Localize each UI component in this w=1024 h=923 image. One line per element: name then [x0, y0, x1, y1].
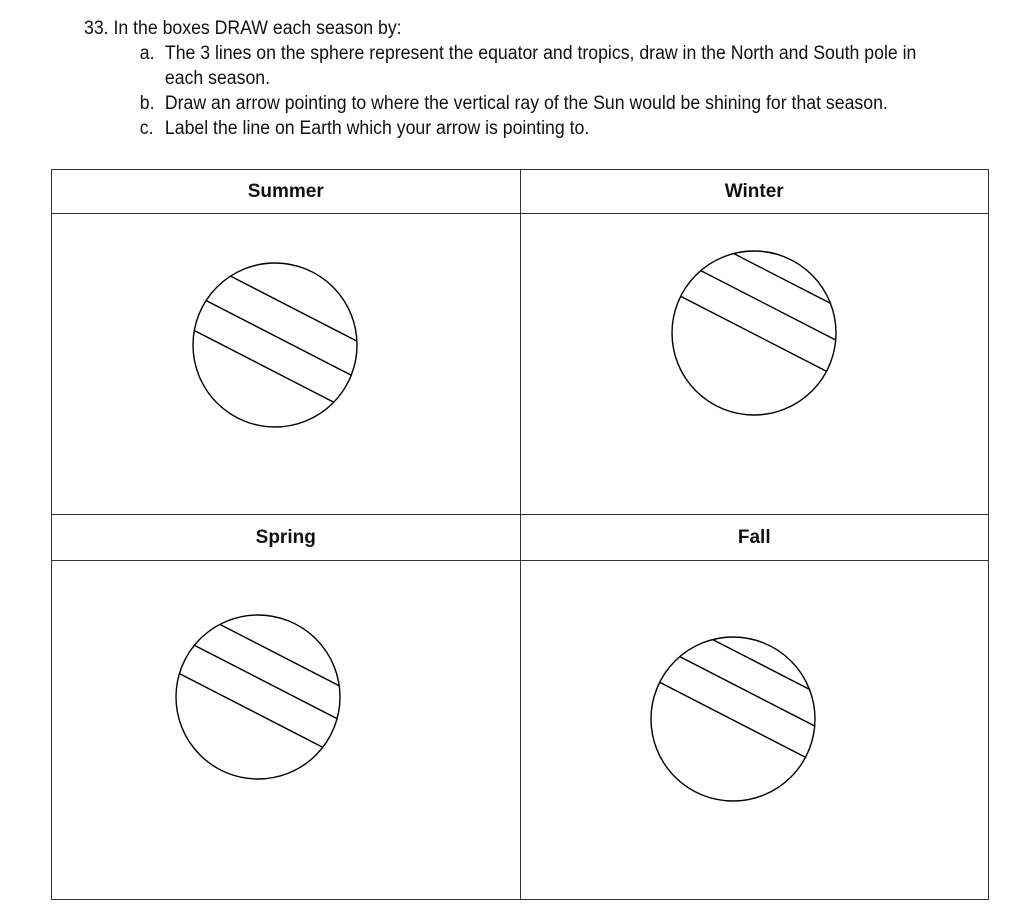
instruction-list [84, 41, 921, 141]
instruction-letter: c. [139, 118, 154, 139]
drawing-row [52, 561, 989, 900]
instruction-letter: a. [139, 43, 155, 64]
season-header-spring: Spring [52, 515, 521, 561]
instruction-text: Draw an arrow pointing to where the vertical ray of the Sun would be shining for that season. [164, 93, 888, 114]
globe-line-upper [190, 260, 360, 353]
drawing-row [52, 214, 989, 515]
globe-line-lower [173, 660, 343, 768]
instruction-letter: b. [139, 93, 155, 114]
globe-line-lower [669, 280, 839, 388]
drawing-box-summer[interactable] [52, 214, 521, 515]
instruction-text: Label the line on Earth which your arrow is pointing to. [164, 118, 590, 139]
question-block [84, 16, 921, 141]
earth-globe-summer [190, 260, 360, 430]
drawing-box-fall[interactable] [520, 561, 989, 900]
instruction-c [140, 116, 921, 141]
instruction-a [140, 41, 921, 91]
earth-globe-fall [648, 634, 818, 804]
season-header-winter: Winter [520, 170, 989, 214]
globe-outline [193, 263, 357, 427]
instruction-b [140, 91, 921, 116]
globe-outline [176, 615, 340, 779]
globe-outline [651, 637, 815, 801]
globe-line-middle [190, 282, 360, 390]
globe-line-lower [648, 666, 818, 774]
earth-globe-winter [669, 248, 839, 418]
season-table [51, 169, 989, 900]
globe-line-lower [190, 318, 360, 426]
season-header-summer: Summer [52, 170, 521, 214]
question-title: 33. In the boxes DRAW each season by: [84, 18, 402, 39]
globe-line-upper [669, 248, 839, 318]
season-header-row [52, 515, 989, 561]
season-header-row [52, 170, 989, 214]
season-header-fall: Fall [520, 515, 989, 561]
globe-line-upper [173, 612, 343, 698]
drawing-box-spring[interactable] [52, 561, 521, 900]
drawing-box-winter[interactable] [520, 214, 989, 515]
earth-globe-spring [173, 612, 343, 782]
globe-line-upper [648, 634, 818, 704]
instruction-text: The 3 lines on the sphere represent the equator and tropics, draw in the North and South pole in each season. [164, 43, 917, 89]
globe-outline [672, 251, 836, 415]
